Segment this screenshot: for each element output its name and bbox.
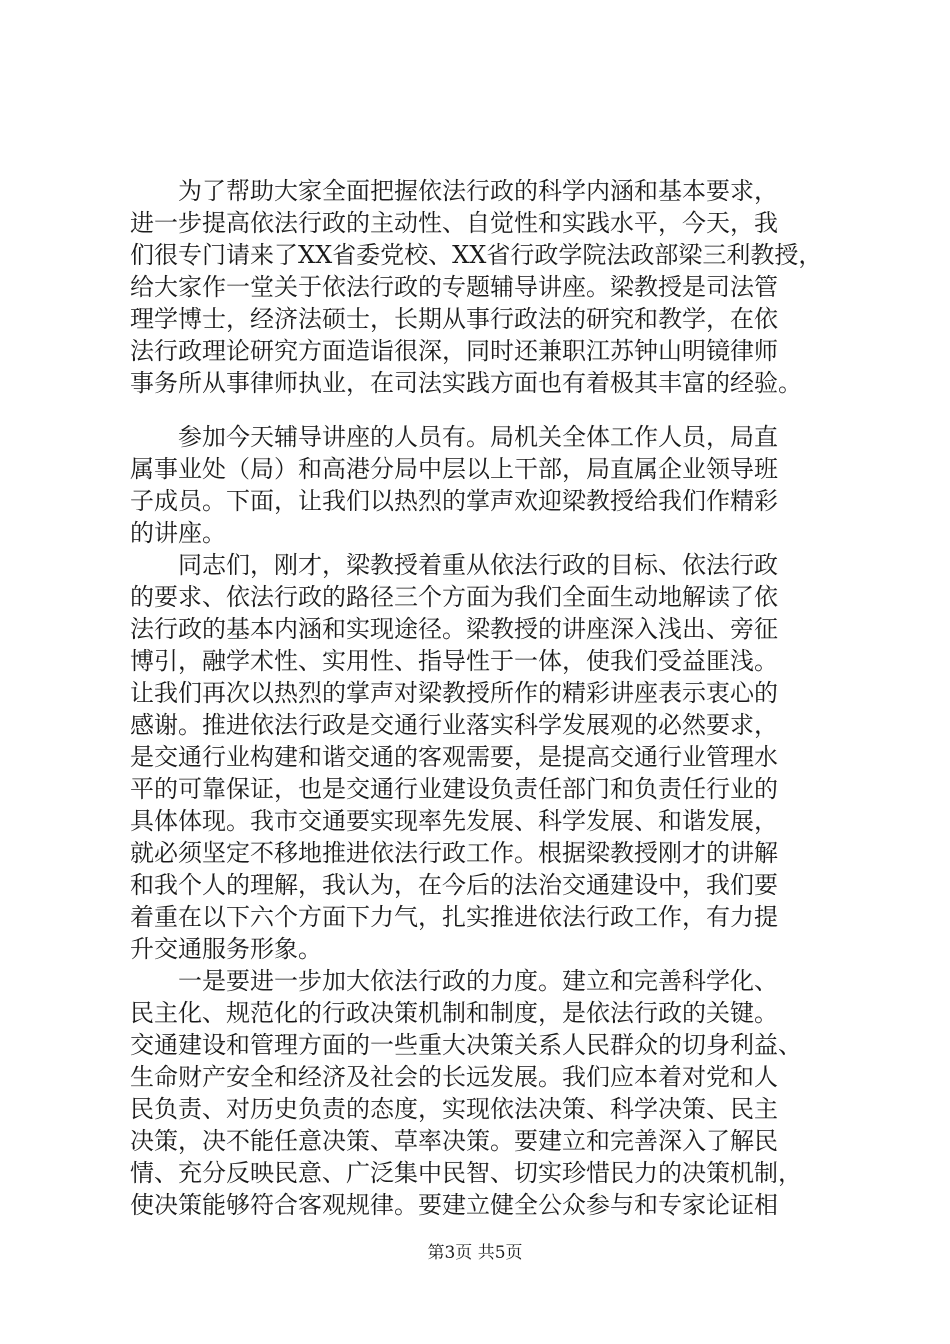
text-line: 交通建设和管理方面的一些重大决策关系人民群众的切身利益、: [130, 1031, 802, 1059]
text-line: 的讲座。: [130, 519, 226, 547]
text-line: 为了帮助大家全面把握依法行政的科学内涵和基本要求，: [130, 177, 778, 205]
text-line: 就必须坚定不移地推进依法行政工作。根据梁教授刚才的讲解: [130, 839, 778, 867]
text-line: 情、充分反映民意、广泛集中民智、切实珍惜民力的决策机制，: [130, 1159, 802, 1187]
text-line: 是交通行业构建和谐交通的客观需要，是提高交通行业管理水: [130, 743, 778, 771]
text-line: 给大家作一堂关于依法行政的专题辅导讲座。梁教授是司法管: [130, 273, 778, 301]
text-line: 属事业处（局）和高港分局中层以上干部，局直属企业领导班: [130, 455, 778, 483]
text-line: 感谢。推进依法行政是交通行业落实科学发展观的必然要求，: [130, 711, 778, 739]
text-line: 子成员。下面，让我们以热烈的掌声欢迎梁教授给我们作精彩: [130, 487, 778, 515]
text-line: 升交通服务形象。: [130, 935, 322, 963]
text-line: 事务所从事律师执业，在司法实践方面也有着极其丰富的经验。: [130, 369, 802, 397]
text-line: 博引，融学术性、实用性、指导性于一体，使我们受益匪浅。: [130, 647, 778, 675]
text-line: 一是要进一步加大依法行政的力度。建立和完善科学化、: [130, 967, 778, 995]
text-line: 决策，决不能任意决策、草率决策。要建立和完善深入了解民: [130, 1127, 778, 1155]
text-line: 着重在以下六个方面下力气，扎实推进依法行政工作，有力提: [130, 903, 778, 931]
text-line: 的要求、依法行政的路径三个方面为我们全面生动地解读了依: [130, 583, 778, 611]
text-line: 同志们，刚才，梁教授着重从依法行政的目标、依法行政: [130, 551, 778, 579]
text-line: 民负责、对历史负责的态度，实现依法决策、科学决策、民主: [130, 1095, 778, 1123]
text-line: 生命财产安全和经济及社会的长远发展。我们应本着对党和人: [130, 1063, 778, 1091]
text-line: 平的可靠保证，也是交通行业建设负责任部门和负责任行业的: [130, 775, 778, 803]
text-line: 理学博士，经济法硕士，长期从事行政法的研究和教学，在依: [130, 305, 778, 333]
text-line: 让我们再次以热烈的掌声对梁教授所作的精彩讲座表示衷心的: [130, 679, 778, 707]
text-line: 民主化、规范化的行政决策机制和制度，是依法行政的关键。: [130, 999, 778, 1027]
text-line: 参加今天辅导讲座的人员有。局机关全体工作人员，局直: [130, 423, 778, 451]
text-line: 们很专门请来了XX省委党校、XX省行政学院法政部梁三利教授，: [130, 241, 823, 269]
text-line: 具体体现。我市交通要实现率先发展、科学发展、和谐发展，: [130, 807, 778, 835]
text-line: 使决策能够符合客观规律。要建立健全公众参与和专家论证相: [130, 1191, 778, 1219]
text-line: 和我个人的理解，我认为，在今后的法治交通建设中，我们要: [130, 871, 778, 899]
text-line: 进一步提高依法行政的主动性、自觉性和实践水平，今天，我: [130, 209, 778, 237]
page-footer: 第3页 共5页: [427, 1243, 523, 1263]
text-line: 法行政的基本内涵和实现途径。梁教授的讲座深入浅出、旁征: [130, 615, 778, 643]
text-line: 法行政理论研究方面造诣很深，同时还兼职江苏钟山明镜律师: [130, 337, 778, 365]
